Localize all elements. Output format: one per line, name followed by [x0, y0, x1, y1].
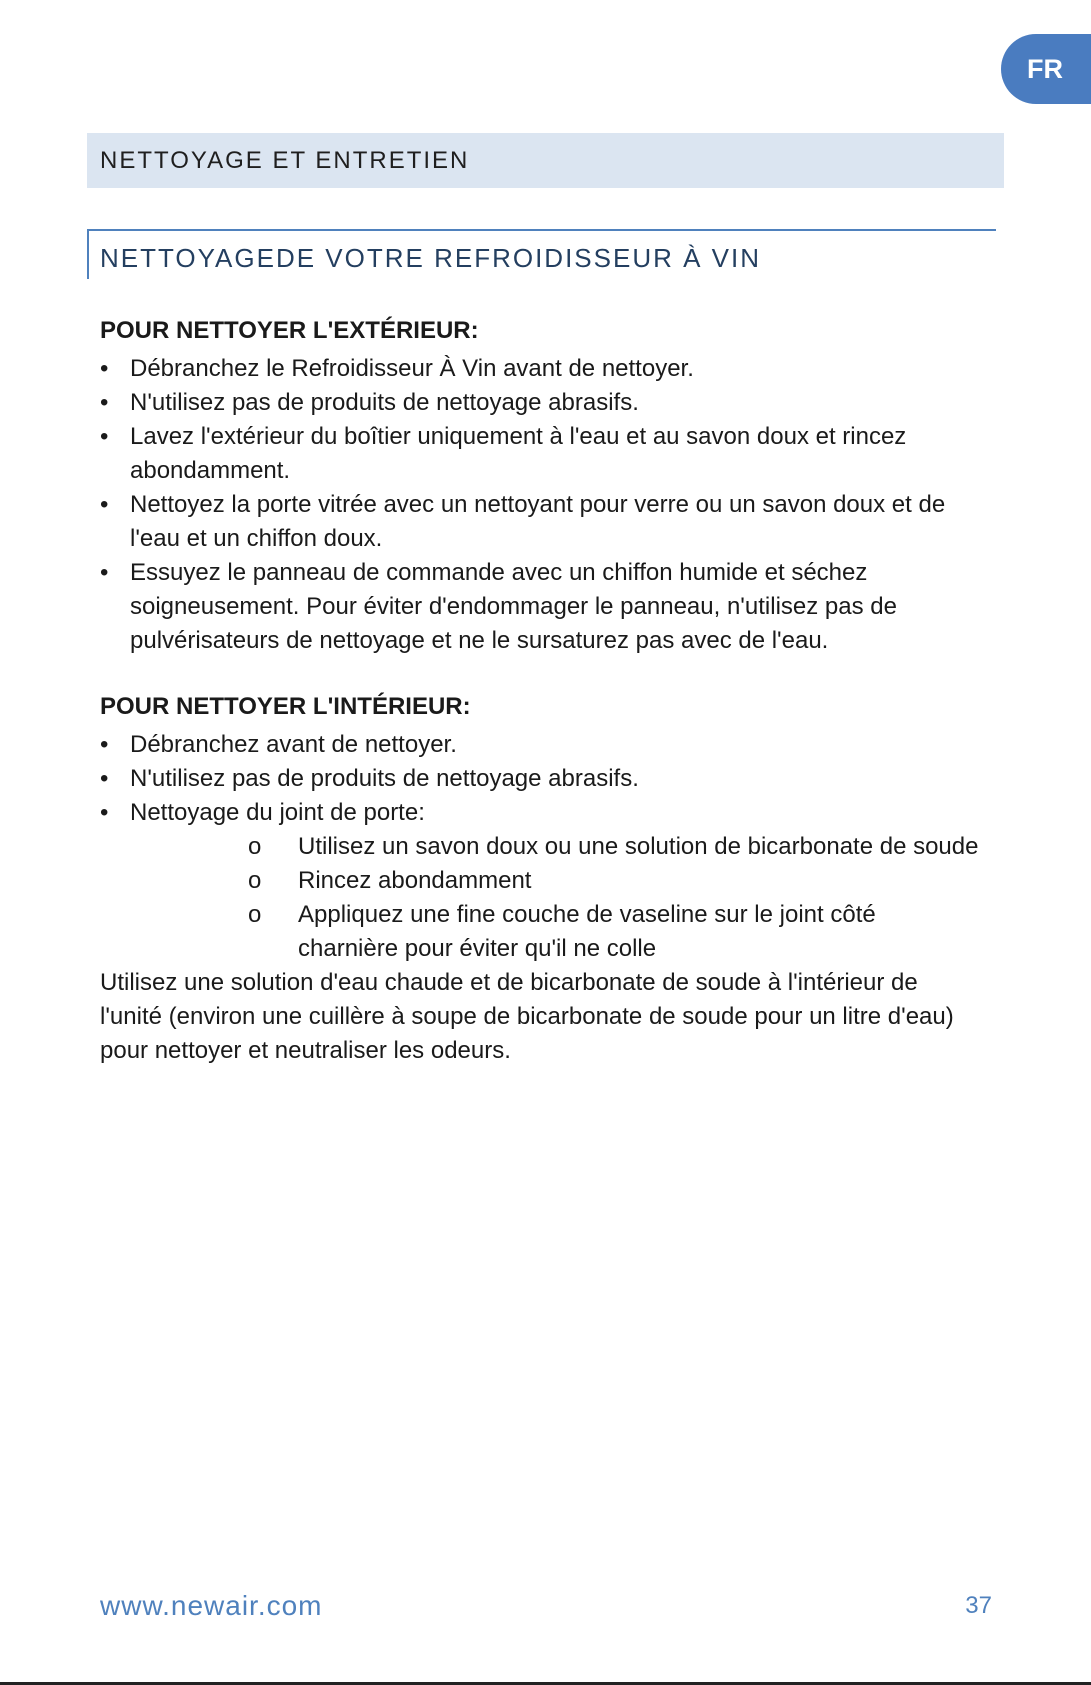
interior-list [100, 728, 980, 830]
exterior-list [100, 352, 980, 658]
sub-list-item-text: Appliquez une fine couche de vaseline sur le joint côté charnière pour éviter qu'il ne colle [298, 901, 876, 962]
sub-list-item [100, 898, 980, 966]
list-item-text: N'utilisez pas de produits de nettoyage abrasifs. [130, 765, 639, 792]
list-item [100, 556, 980, 658]
list-item [100, 352, 980, 386]
bullet-icon: • [100, 389, 109, 416]
list-item-text: Nettoyez la porte vitrée avec un nettoyant pour verre ou un savon doux et de l'eau et un chiffon doux. [130, 491, 946, 552]
sub-list-item [100, 830, 980, 864]
bullet-icon: • [100, 491, 109, 518]
bullet-icon: • [100, 799, 109, 826]
circle-bullet-icon: o [248, 833, 262, 860]
bullet-icon: • [100, 423, 109, 450]
subsection-title: NETTOYAGEDE VOTRE REFROIDISSEUR À VIN [87, 229, 996, 279]
list-item [100, 386, 980, 420]
list-item-text: Nettoyage du joint de porte: [130, 799, 425, 826]
language-tab: FR [1001, 34, 1091, 104]
sub-list-item [100, 864, 980, 898]
website-link[interactable]: www.newair.com [100, 1590, 323, 1621]
sub-list-item-text: Utilisez un savon doux ou une solution de bicarbonate de soude [298, 833, 979, 860]
interior-heading: POUR NETTOYER L'INTÉRIEUR: [100, 693, 471, 720]
bullet-icon: • [100, 559, 109, 586]
list-item [100, 762, 980, 796]
list-item-text: Débranchez avant de nettoyer. [130, 731, 457, 758]
list-item [100, 420, 980, 488]
door-seal-sublist [100, 830, 980, 966]
list-item [100, 796, 980, 830]
circle-bullet-icon: o [248, 901, 262, 928]
list-item [100, 728, 980, 762]
bullet-icon: • [100, 355, 109, 382]
sub-list-item-text: Rincez abondamment [298, 867, 532, 894]
content-body [100, 314, 980, 1068]
list-item-text: N'utilisez pas de produits de nettoyage abrasifs. [130, 389, 639, 416]
list-item [100, 488, 980, 556]
list-item-text: Essuyez le panneau de commande avec un chiffon humide et séchez soigneusement. Pour éviter d'endommager le panneau, n'utilisez pas de pulvérisateurs de nettoyage et ne le sursaturez pas avec de l'eau. [130, 559, 897, 654]
section-title: NETTOYAGE ET ENTRETIEN [87, 133, 1004, 188]
page-number: 37 [965, 1592, 992, 1619]
list-item-text: Lavez l'extérieur du boîtier uniquement à l'eau et au savon doux et rincez abondamment. [130, 423, 907, 484]
circle-bullet-icon: o [248, 867, 262, 894]
interior-paragraph: Utilisez une solution d'eau chaude et de bicarbonate de soude à l'intérieur de l'unité (environ une cuillère à soupe de bicarbonate de soude pour un litre d'eau) pour nettoyer et neutraliser les odeurs. [100, 969, 954, 1064]
bullet-icon: • [100, 731, 109, 758]
list-item-text: Débranchez le Refroidisseur À Vin avant de nettoyer. [130, 355, 694, 382]
exterior-heading: POUR NETTOYER L'EXTÉRIEUR: [100, 317, 479, 344]
bullet-icon: • [100, 765, 109, 792]
